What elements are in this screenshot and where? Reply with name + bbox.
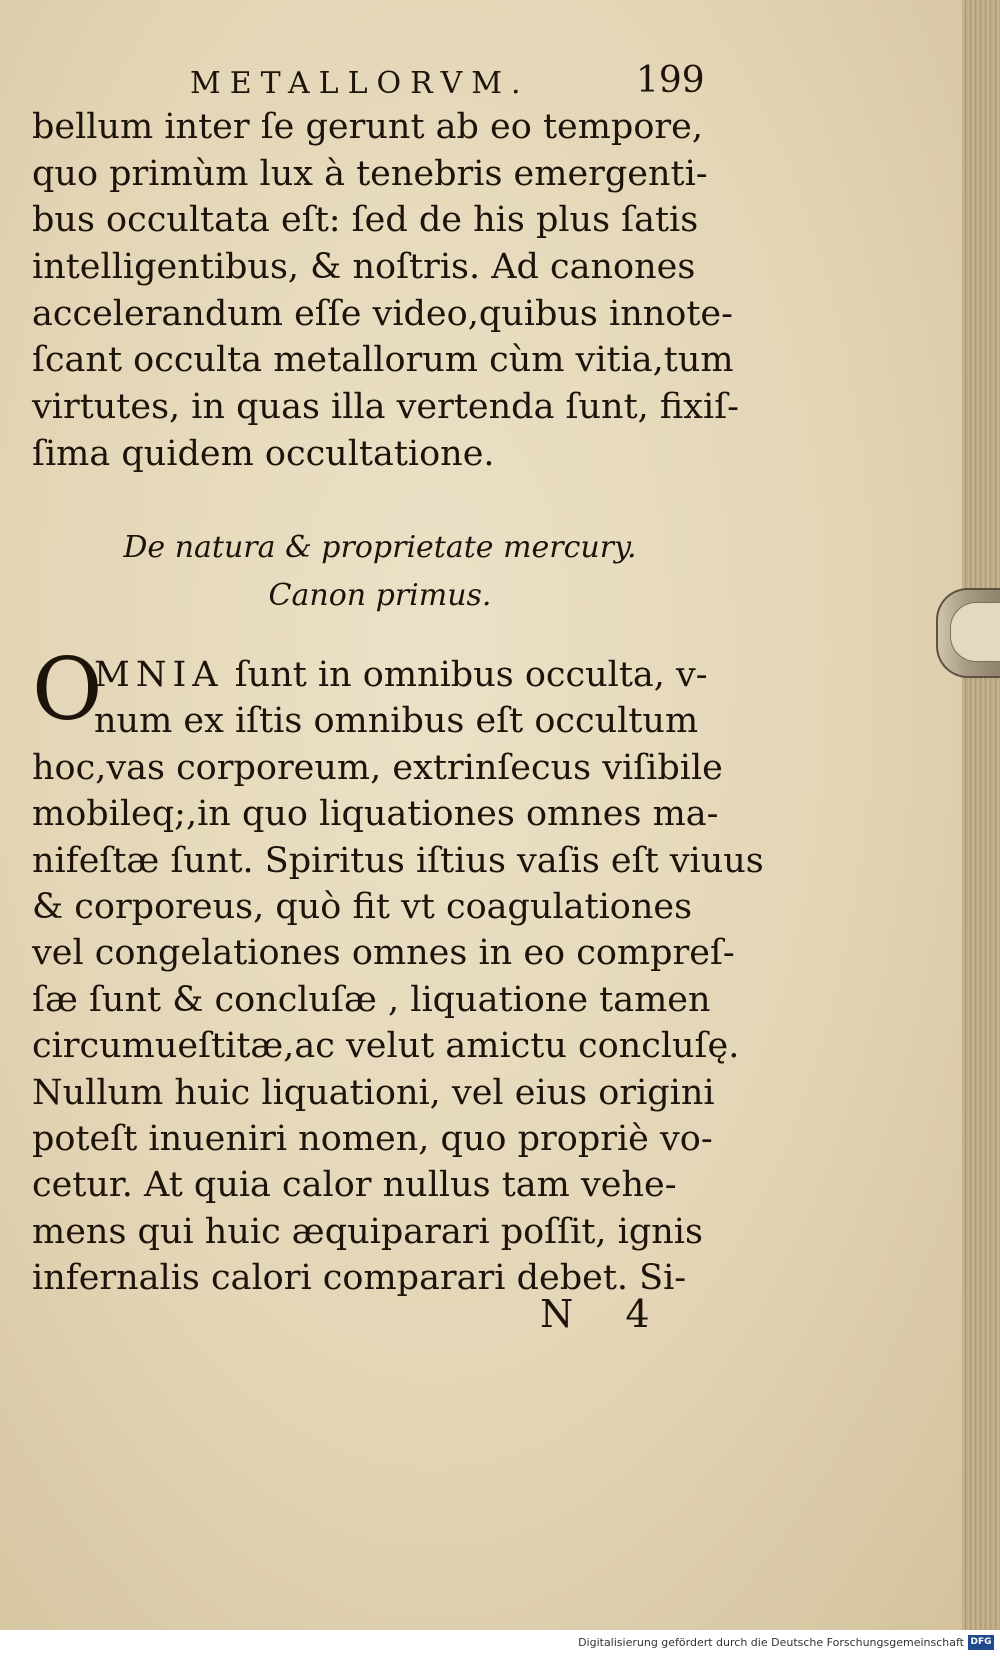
section-heading [0,524,760,620]
text-line: ſæ ſunt & concluſæ , liquatione tamen [32,979,711,1020]
text-line: bus occultata eſt: ſed de his plus ſatis [32,200,699,241]
footer-credit: Digitalisierung gefördert durch die Deutsche Forschungsgemeinschaft [578,1636,964,1649]
page-edges [962,0,1000,1630]
text-line: num ex iſtis omnibus eſt occultum [94,701,699,742]
text-line: accelerandum eſſe video,quibus innote- [32,293,733,334]
text-line: Nullum huic liquationi, vel eius origini [32,1072,715,1113]
text-line: vel congelationes omnes in eo compreſ- [32,933,735,974]
text-line: quo primùm lux à tenebris emergenti- [32,153,708,194]
heading-line-2: Canon primus. [268,578,492,613]
intro-text-block [32,104,739,478]
dfg-logo-icon: DFG [968,1635,994,1650]
text-line: cetur. At quia calor nullus tam vehe- [32,1165,677,1206]
text-line: circumueſtitæ,ac velut amictu concluſę. [32,1026,740,1067]
footer-bar [0,1630,1000,1657]
text-line: ſcant occulta metallorum cùm vitia,tum [32,340,734,381]
book-clasp [936,588,1000,678]
text-line: nifeſtæ ſunt. Spiritus iſtius vaſis eſt viuus [32,840,764,881]
first-word: MNIA [94,655,224,695]
clasp-opening [950,602,1000,662]
text-line: poteſt inueniri nomen, quo propriè vo- [32,1118,713,1159]
text-line: intelligentibus, & noſtris. Ad canones [32,247,696,288]
text-line: virtutes, in quas illa vertenda ſunt, fixiſ- [32,387,739,428]
page-number: 199 [636,60,705,101]
text-line: mens qui huic æquiparari poſſit, ignis [32,1211,703,1252]
text-line: ſima quidem occultatione. [32,433,495,474]
drop-cap: O [32,640,103,740]
first-line-rest: ſunt in omnibus occulta, v- [223,655,708,695]
text-line: hoc,vas corporeum, extrinſecus viſibile [32,747,723,788]
signature-mark: N 4 [540,1292,670,1336]
text-line: bellum inter ſe gerunt ab eo tempore, [32,107,703,147]
paragraph-first-line [32,652,722,698]
heading-line-1: De natura & proprietate mercury. [123,530,637,565]
main-paragraph [32,640,764,1301]
text-line: mobileq;,in quo liquationes omnes ma- [32,794,719,835]
running-title: METALLORVM. [190,66,530,101]
text-line: infernalis calori comparari debet. Si- [32,1258,687,1299]
text-line: & corporeus, quò fit vt coagulationes [32,886,693,927]
